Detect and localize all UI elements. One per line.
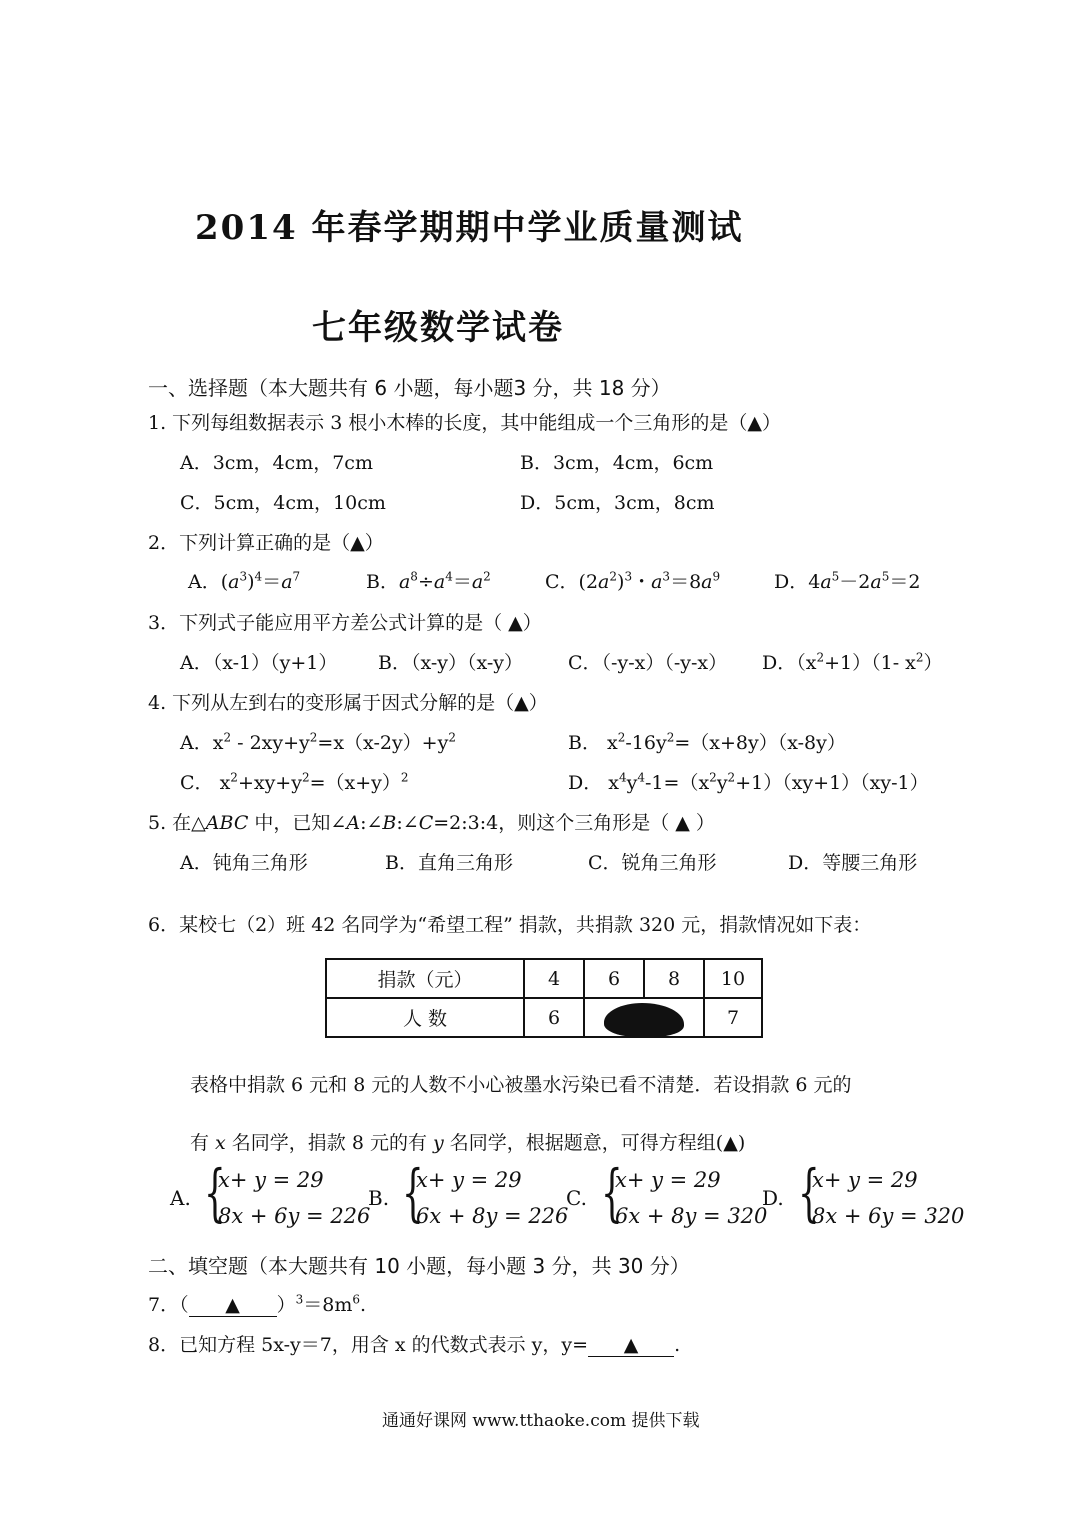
answer-blank: ▲	[588, 1334, 674, 1357]
section-heading-fill: 二、填空题（本大题共有 10 小题，每小题 3 分，共 30 分）	[148, 1254, 690, 1278]
brace-icon: {	[402, 1156, 424, 1229]
answer-blank: ▲	[189, 1294, 277, 1317]
table-cell: 8	[644, 959, 704, 998]
question-4-option-b: B． $x^2-16y^2=(x+8y)(x-8y)$	[568, 730, 846, 754]
equation: x+ y = 29	[812, 1168, 918, 1192]
table-cell: 人 数	[326, 998, 524, 1037]
question-5-option-d: D．等腰三角形	[788, 852, 918, 874]
question-6-stem: 6．某校七（2）班 42 名同学为“希望工程” 捐款，共捐款 320 元，捐款情况如下表：	[148, 914, 872, 936]
equation: x+ y = 29	[416, 1168, 522, 1192]
q6-option-a-label: A.	[170, 1186, 191, 1210]
question-6-paragraph-2: 有 x 名同学，捐款 8 元的有 y 名同学，根据题意，可得方程组(▲)	[190, 1132, 746, 1154]
question-3-stem: 3．下列式子能应用平方差公式计算的是（ ▲）	[148, 612, 542, 634]
question-1-option-d: D．5cm，3cm，8cm	[520, 492, 715, 514]
table-row	[326, 998, 762, 1037]
equation: x+ y = 29	[218, 1168, 324, 1192]
table-cell: 捐款（元）	[326, 959, 524, 998]
equation: 8x + 6y = 320	[812, 1204, 965, 1228]
question-8: 8．已知方程 5x-y＝7，用含 x 的代数式表示 y，y= ▲ .	[148, 1334, 681, 1356]
brace-icon: {	[601, 1156, 623, 1229]
brace-icon: {	[798, 1156, 820, 1229]
question-3-option-a: A．（x-1）（y+1）	[180, 652, 338, 674]
equation: 6x + 8y = 320	[615, 1204, 768, 1228]
question-5-option-a: A．钝角三角形	[180, 852, 308, 874]
question-5-stem-tail: ，则这个三角形是（ ▲ ）	[498, 812, 715, 834]
table-cell: 10	[704, 959, 762, 998]
brace-icon: {	[204, 1156, 226, 1229]
table-cell: 6	[524, 998, 584, 1037]
question-3-option-d: D．$(x^2+1)(1-$ $x^2$）	[762, 650, 943, 674]
q6-option-c-label: C.	[566, 1186, 587, 1210]
question-5-stem: 5. 在△ABC 中，已知∠A:∠B:∠C=2:3:4，则这个三角形是（ ▲ ）	[148, 812, 715, 834]
question-5-option-c: C．锐角三角形	[588, 852, 717, 874]
footer-source: 通通好课网 www.tthaoke.com 提供下载	[382, 1411, 700, 1431]
equation: 8x + 6y = 226	[218, 1204, 371, 1228]
exam-title: 2014 年春学期期中学业质量测试	[195, 208, 744, 248]
table-row	[326, 959, 762, 998]
question-1-option-a: A．3cm，4cm，7cm	[180, 452, 373, 474]
question-2-option-b: B．$a^8\div a^4=a^2$	[366, 569, 491, 593]
question-4-option-a: A．$x^2 - 2xy+y^2=x(x-2y)+y^2$	[180, 730, 456, 754]
question-1-stem: 1. 下列每组数据表示 3 根小木棒的长度，其中能组成一个三角形的是（▲）	[148, 412, 781, 434]
question-3-option-c: C．（-y-x）（-y-x）	[568, 652, 728, 674]
table-cell: 4	[524, 959, 584, 998]
donation-table	[325, 958, 763, 1038]
question-1-option-b: B．3cm，4cm，6cm	[520, 452, 714, 474]
question-7: 7．（ ▲ ）$^3=8m^6$.	[148, 1292, 367, 1316]
question-6-paragraph-1: 表格中捐款 6 元和 8 元的人数不小心被墨水污染已看不清楚．若设捐款 6 元的	[190, 1074, 852, 1096]
q6-option-b-label: B.	[368, 1186, 390, 1210]
question-2-option-a: A．$(a^3)^4=a^7$	[188, 569, 301, 593]
section-heading-choice: 一、选择题（本大题共有 6 小题，每小题3 分，共 18 分）	[148, 376, 671, 400]
table-cell: 6	[584, 959, 644, 998]
q6-option-d-label: D.	[762, 1186, 784, 1210]
question-3-option-b: B．（x-y）（x-y）	[378, 652, 524, 674]
question-4-option-d: D． $x^4y^4-1=(x^2y^2+1)(xy+1)(xy-1)$	[568, 770, 929, 794]
question-1-option-c: C．5cm，4cm，10cm	[180, 492, 386, 514]
question-2-stem: 2．下列计算正确的是（▲）	[148, 532, 384, 554]
question-4-stem: 4. 下列从左到右的变形属于因式分解的是（▲）	[148, 692, 548, 714]
question-2-option-d: D．$4a^5-2a^5=2$	[774, 569, 921, 593]
question-5-option-b: B．直角三角形	[385, 852, 513, 874]
question-4-option-c: C． $x^2+xy+y^2=(x+y)^2$	[180, 770, 409, 794]
equation: x+ y = 29	[615, 1168, 721, 1192]
table-cell: 7	[704, 998, 762, 1037]
question-2-option-c: C．$(2a^2)^3$・$a^3=8a^9$	[545, 569, 721, 593]
equation: 6x + 8y = 226	[416, 1204, 569, 1228]
exam-subtitle: 七年级数学试卷	[312, 308, 564, 348]
